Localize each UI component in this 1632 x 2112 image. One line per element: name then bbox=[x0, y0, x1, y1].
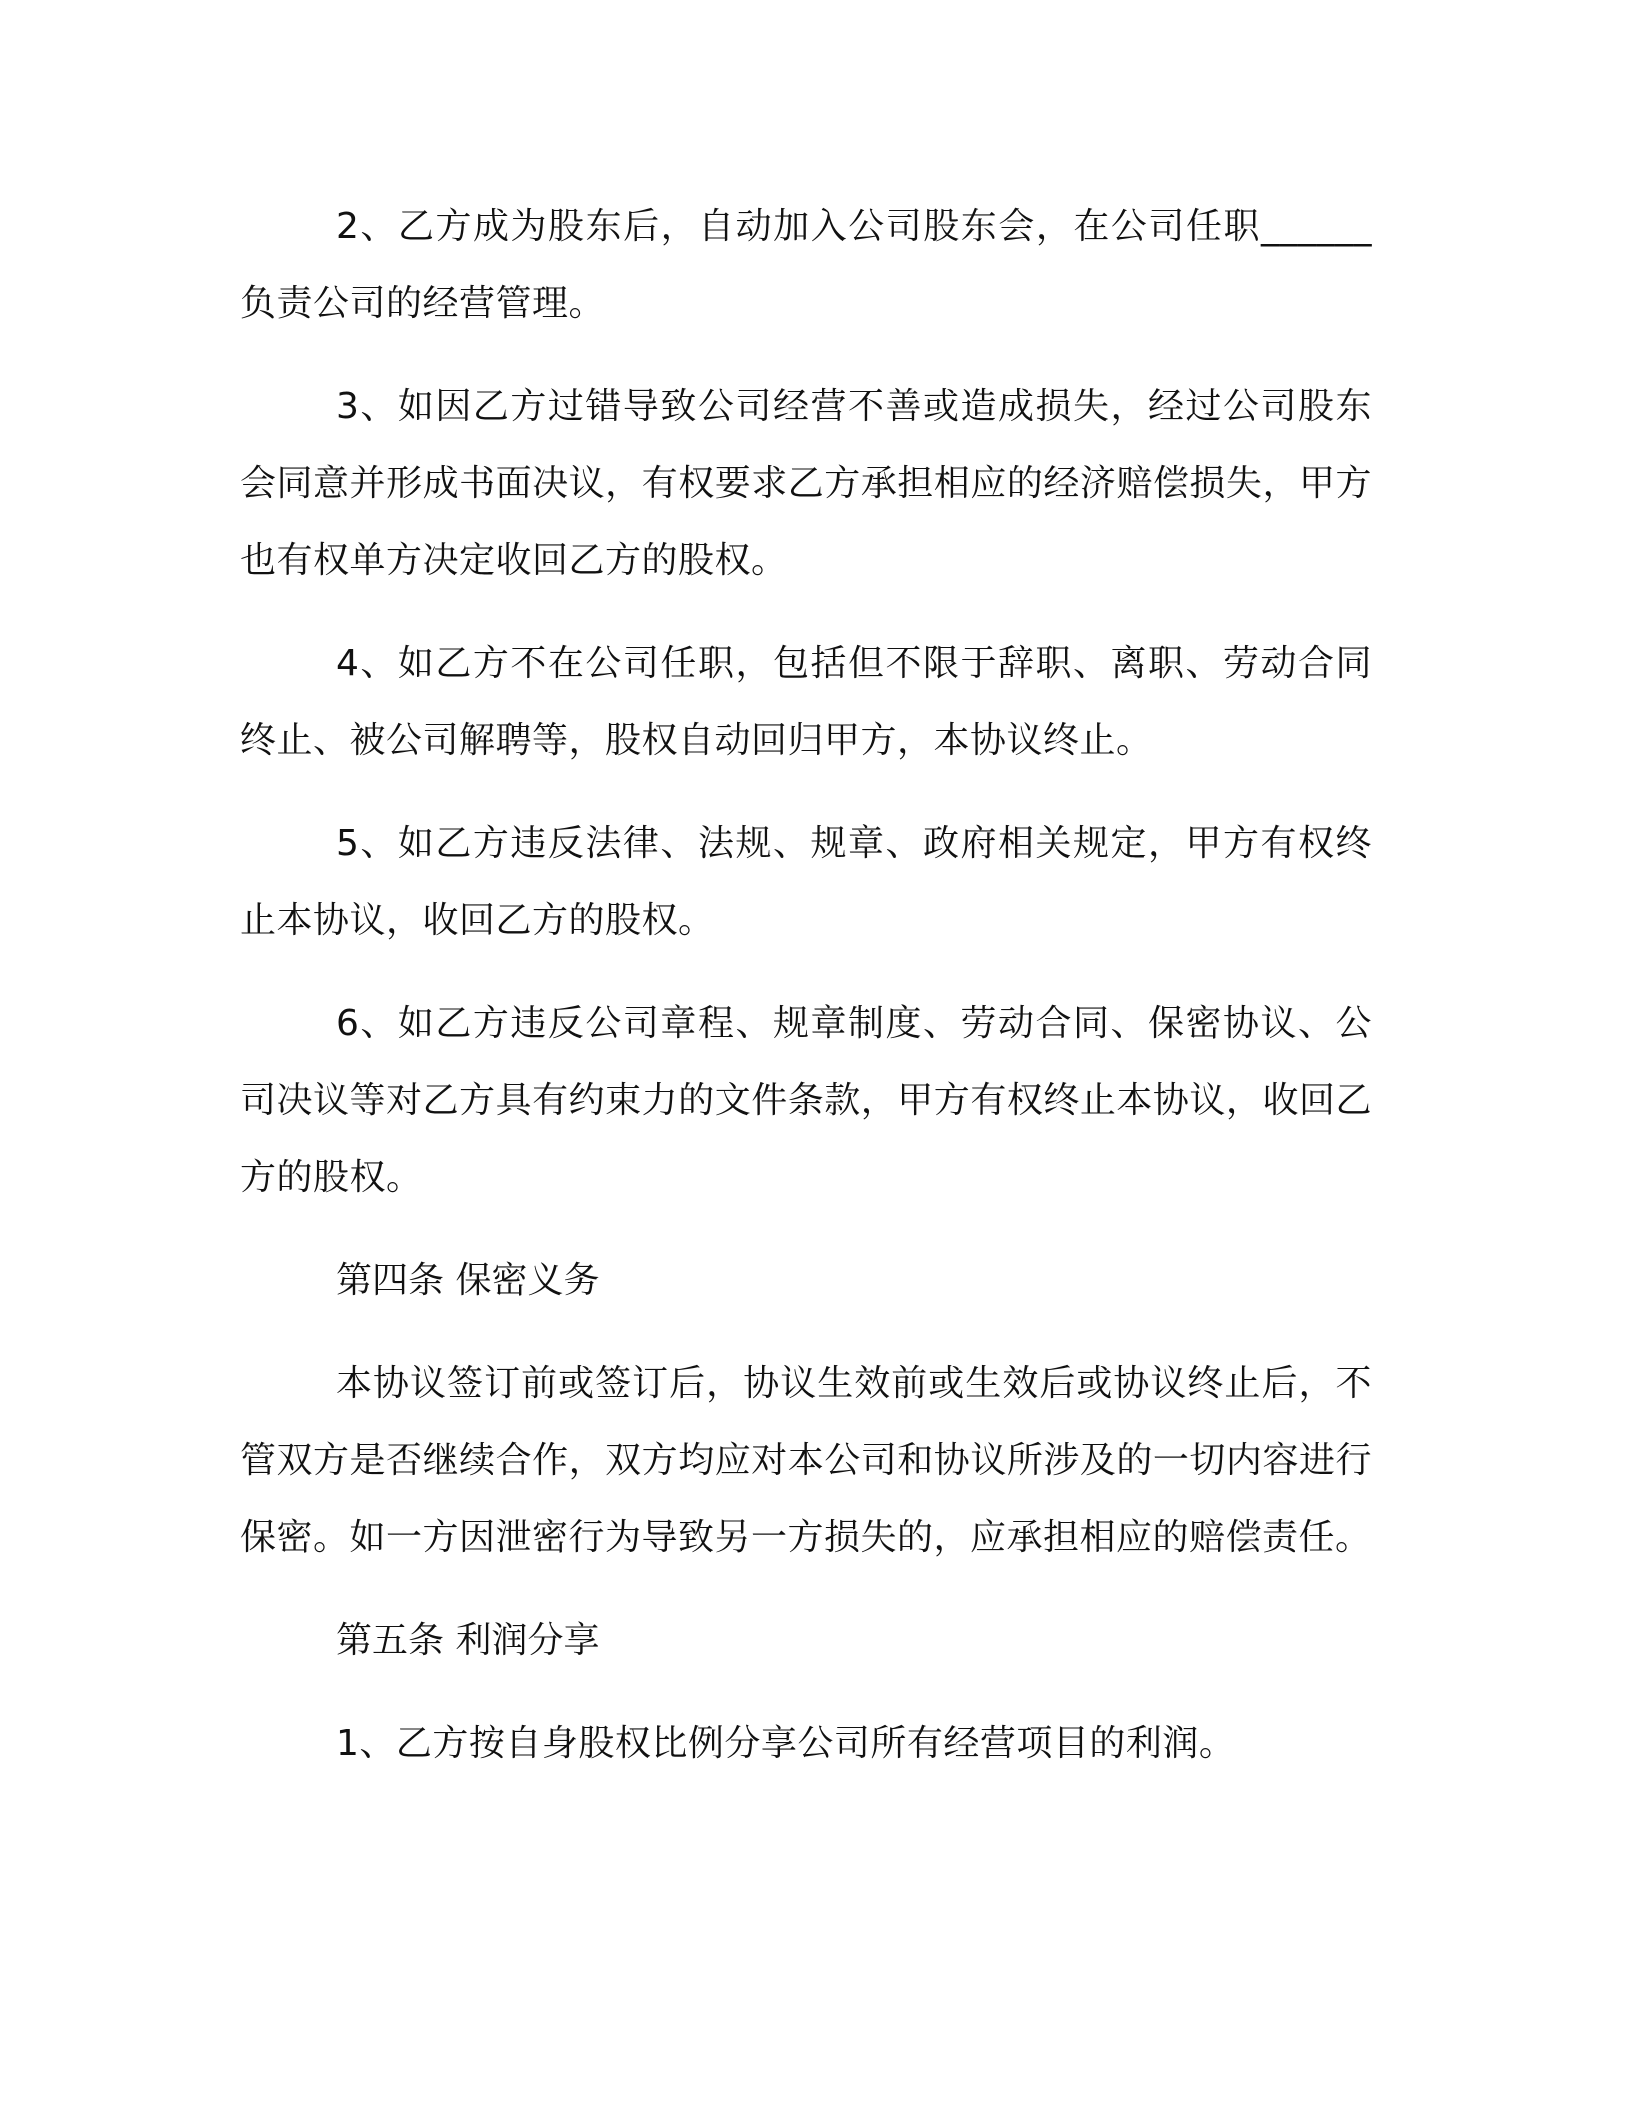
clause-3-paragraph: 3、如因乙方过错导致公司经营不善或造成损失，经过公司股东会同意并形成书面决议，有权要求乙方承担相应的经济赔偿损失，甲方也有权单方决定收回乙方的股权。 bbox=[240, 386, 1372, 581]
section-4-body: 本协议签订前或签订后，协议生效前或生效后或协议终止后，不管双方是否继续合作，双方均应对本公司和协议所涉及的一切内容进行保密。如一方因泄密行为导致另一方损失的，应承担相应的赔偿责任。 bbox=[240, 1363, 1372, 1558]
clause-4-paragraph: 4、如乙方不在公司任职，包括但不限于辞职、离职、劳动合同终止、被公司解聘等，股权自动回归甲方，本协议终止。 bbox=[240, 643, 1372, 761]
document-page bbox=[240, 188, 1372, 1782]
section-5-item-1: 1、乙方按自身股权比例分享公司所有经营项目的利润。 bbox=[336, 1723, 1236, 1764]
clause-6-paragraph: 6、如乙方违反公司章程、规章制度、劳动合同、保密协议、公司决议等对乙方具有约束力的文件条款，甲方有权终止本协议，收回乙方的股权。 bbox=[240, 1003, 1372, 1198]
section-4-heading: 第四条 保密义务 bbox=[336, 1260, 600, 1301]
section-5-heading: 第五条 利润分享 bbox=[336, 1620, 600, 1661]
clause-2-paragraph: 2、乙方成为股东后，自动加入公司股东会，在公司任职______负责公司的经营管理。 bbox=[240, 206, 1372, 324]
clause-5-paragraph: 5、如乙方违反法律、法规、规章、政府相关规定，甲方有权终止本协议，收回乙方的股权。 bbox=[240, 823, 1372, 941]
